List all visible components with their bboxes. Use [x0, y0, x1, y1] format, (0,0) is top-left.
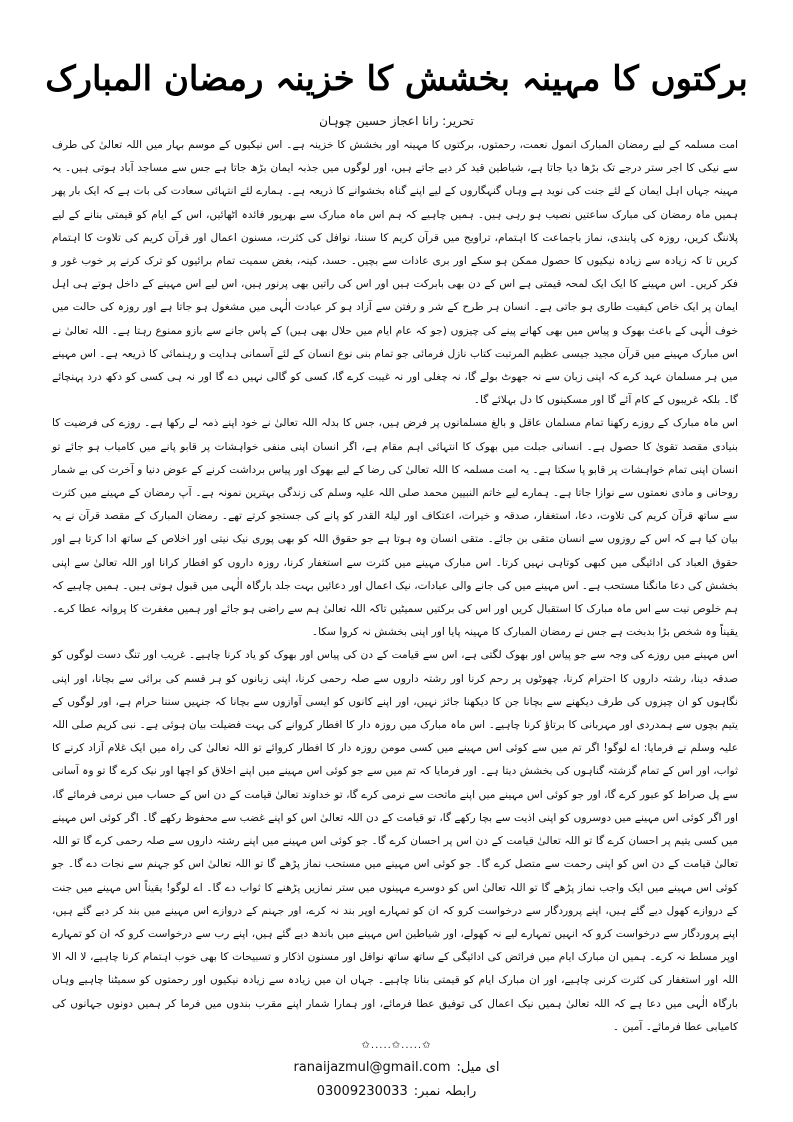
star-separator: ✩.....✩.....✩: [361, 1040, 432, 1051]
phone-value: 03009230033: [316, 1084, 408, 1099]
phone-row: [0, 1080, 793, 1104]
email-value: ranaijazmul@gmail.com: [293, 1060, 451, 1075]
paragraph: امت مسلمہ کے لیے رمضان المبارک انمول نعمت، رحمتوں، برکتوں کا مہینہ اور بخشش کا خزینہ ہے۔ اس نیکیوں کے موسم بہار میں اللہ تعالیٰ کی طرف سے نیکی کا اجر ستر درجے تک بڑھا دیا جاتا ہے، شیاطین قید کر دیے جاتے ہیں، اور لوگوں میں جذبہ ایمان بڑھ جاتا ہے جس سے مساجد آباد ہوتی ہیں۔ یہ مہینہ جہاں اہل ایمان کے لئے جنت کی نوید ہے وہاں گنہگاروں کے لیے اپنے گناہ بخشوانے کا ذریعہ ہے۔ ہمارے لئے انتہائی سعادت کی بات ہے کہ ایک بار پھر ہمیں ماہ رمضان کی مبارک ساعتیں نصیب ہو رہی ہیں۔ ہمیں چاہیے کہ ہم اس ماہ مبارک سے بھرپور فائدہ اٹھائیں، اس کے ایام کو قیمتی بنانے کے لیے پلاننگ کریں، روزہ کی پابندی، نماز باجماعت کا اہتمام، تراویح میں قرآن کریم کا سننا، نوافل کی کثرت، مسنون اعمال اور قرآن کریم کی تلاوت کا اہتمام کریں تا کہ زیادہ سے زیادہ نیکیوں کا حصول ممکن ہو سکے اور بری عادات سے بچیں۔ حسد، کینہ، بغض سمیت تمام برائیوں کو ترک کرنے پر خوب غور و فکر کریں۔ اس مہینے کا ایک ایک لمحہ قیمتی ہے اس کے دن بھی بابرکت ہیں اور اس کی راتیں بھی پرنور ہیں، اس لیے اس مہینے کے داخل ہوتے ہی اہل ایمان پر ایک خاص کیفیت طاری ہو جاتی ہے۔ انسان ہر طرح کے شر و رفتن سے آزاد ہو کر عبادت الٰہی میں مشغول ہو جاتا ہے اور روزہ کی حالت میں خوف الٰہی کے باعث بھوک و پیاس میں بھی کھانے پینے کی چیزوں (جو کہ عام ایام میں حلال بھی ہیں) کے پاس جانے سے بازو ممنوع رہتا ہے۔ اللہ تعالیٰ نے اس مبارک مہینے میں قرآن مجید جیسی عظیم المرتبت کتاب نازل فرمائی جو تمام بنی نوع انسان کے لئے آسمانی ہدایت و رہنمائی کا ذریعہ ہے۔ اس مہینے میں ہر مسلمان عہد کرے کہ اپنی زبان سے نہ جھوٹ بولے گا، نہ چغلی اور نہ غیبت کرے گا، کسی کو گالی نہیں دے گا اور نہ ہی کسی کو دکھ درد پہنچائے گا۔ بلکہ غریبوں کے کام آئے گا اور مسکینوں کا دل بہلائے گا۔: [52, 139, 738, 407]
author-byline: تحریر: رانا اعجاز حسین چوہان: [319, 114, 474, 128]
contact-block: [0, 1056, 793, 1104]
email-row: [0, 1056, 793, 1080]
phone-label: رابطہ نمبر:: [413, 1084, 477, 1099]
article-title: برکتوں کا مہینہ بخشش کا خزینہ رمضان المبارک: [45, 59, 748, 99]
paragraph: اس ماہ مبارک کے روزے رکھنا تمام مسلمان عاقل و بالغ مسلمانوں پر فرض ہیں، جس کا بدلہ اللہ تعالیٰ نے خود اپنے ذمہ لے رکھا ہے۔ روزے کی فرضیت کا بنیادی مقصد تقویٰ کا حصول ہے۔ انسانی جبلت میں بھوک کا انتہائی اہم مقام ہے، اگر انسان اپنی منفی خواہشات پر قابو پانے میں کامیاب ہو جائے تو انسان اپنی تمام خواہشات پر قابو پا سکتا ہے۔ یہ امت مسلمہ کا اللہ تعالیٰ کی رضا کے لیے بھوک اور پیاس برداشت کرنے کے عوض دنیا و آخرت کی بے شمار روحانی و مادی نعمتوں سے نوازا جاتا ہے۔ ہمارے لیے خاتم النبیین محمد صلی اللہ علیہ وسلم کی زندگی بہترین نمونہ ہے۔ آپ رمضان کے مہینے میں کثرت سے ساتھ قرآن کریم کی تلاوت، دعا، استغفار، صدقہ و خیرات، اعتکاف اور لیلۃ القدر کو پانے کی جستجو کرتے تھے۔ رمضان المبارک کے مقصد قرآن نے یہ بیان کیا ہے کہ اس کے روزوں سے انسان متقی بن جائے۔ متقی انسان وہ ہوتا ہے جو حقوق اللہ کو بھی پوری نیک نیتی اور اخلاص کے ساتھ ادا کرتا ہے اور حقوق العباد کی ادائیگی میں کبھی کوتاہی نہیں کرتا۔ اس مبارک مہینے میں کثرت سے استغفار کرنا، روزہ داروں کو افطار کرانا اور اللہ تعالیٰ سے اپنی بخشش کی دعا مانگنا مستحب ہے۔ اس مہینے میں کی جانے والی عبادات، نیک اعمال اور دعائیں بہت جلد بارگاہ الٰہی میں قبول ہوتی ہیں۔ ہمیں چاہیے کہ ہم خلوص نیت سے اس ماہ مبارک کا استقبال کریں اور اس کی برکتیں سمیٹیں تاکہ اللہ تعالیٰ ہم سے راضی ہو جائے اور ہمیں مغفرت کا پروانہ عطا کرے۔ یقیناً وہ شخص بڑا بدبخت ہے جس نے رمضان المبارک کا مہینہ پایا اور اپنی بخشش نہ کروا سکا۔: [52, 417, 738, 639]
article-body: [52, 134, 738, 1033]
paragraph: اس مہینے میں روزے کی وجہ سے جو پیاس اور بھوک لگتی ہے، اس سے قیامت کے دن کی پیاس اور بھوک کو یاد کرنا چاہیے۔ غریب اور تنگ دست لوگوں کو صدقہ دینا، رشتہ داروں کا احترام کرنا، چھوٹوں پر رحم کرنا اور رشتہ داروں سے صلہ رحمی کرنا، اپنی زبانوں کو ہر قسم کی برائی سے بچانا، اور اپنی نگاہوں کو ان چیزوں کی طرف دیکھنے سے بچانا جن کا دیکھنا جائز نہیں، اور اپنے کانوں کو ایسی آوازوں سے بچانا کہ جنہیں سننا حرام ہے، اور لوگوں کے یتیم بچوں سے ہمدردی اور مہربانی کا برتاؤ کرنا چاہیے۔ اس ماہ مبارک میں روزہ دار کا افطار کروانے کی بہت فضیلت بیان ہوئی ہے۔ نبی کریم صلی اللہ علیہ وسلم نے فرمایا: اے لوگو! اگر تم میں سے کوئی اس مہینے میں کسی مومن روزہ دار کا افطار کروائے تو اللہ تعالیٰ کی راہ میں ایک غلام آزاد کرنے کا ثواب، اور اس کے تمام گزشتہ گناہوں کی بخشش دیتا ہے۔ اور فرمایا کہ تم میں سے جو کوئی اس مہینے میں اپنے اخلاق کو اچھا اور نیک کرے گا تو وہ آسانی سے پل صراط کو عبور کرے گا، اور جو کوئی اس مہینے میں اپنے ماتحت سے نرمی کرے گا، تو خداوند تعالیٰ قیامت کے دن اس کے حساب میں نرمی فرمائے گا، اور اگر کوئی اس مہینے میں دوسروں کو اپنی اذیت سے بچا رکھے گا، تو قیامت کے دن اللہ تعالیٰ اس کو اپنے غضب سے محفوظ رکھے گا۔ اگر کوئی اس مہینے میں کسی یتیم پر احسان کرے گا تو اللہ تعالیٰ قیامت کے دن اس پر احسان کرے گا۔ جو کوئی اس مہینے میں اپنے رشتہ داروں سے صلہ رحمی کرے گا تو اللہ تعالیٰ قیامت کے دن اس کو اپنی رحمت سے متصل کرے گا۔ جو کوئی اس مہینے میں مستحب نماز پڑھے گا تو اللہ تعالیٰ اس کو جہنم سے نجات دے گا۔ جو کوئی اس مہینے میں ایک واجب نماز پڑھے گا تو اللہ تعالیٰ اس کو دوسرے مہینوں میں ستر نمازیں پڑھنے کا ثواب دے گا۔ اے لوگو! یقیناً اس مہینے میں جنت کے دروازے کھول دیے گئے ہیں، اپنے پروردگار سے درخواست کرو کہ ان کو تمہارے اوپر بند نہ کرے، اور جہنم کے دروازے اس مہینے میں بند کر دیے گئے ہیں، اپنے پروردگار سے درخواست کرو کہ انہیں تمہارے لیے نہ کھولے، اور شیاطین اس مہینے میں باندھ دیے گئے ہیں، اپنے رب سے درخواست کرو کہ ان کو تمہارے اوپر مسلط نہ کرے۔ ہمیں ان مبارک ایام میں فرائض کی ادائیگی کے ساتھ ساتھ نوافل اور مسنون اذکار و تسبیحات کا بھی خوب اہتمام کرنا چاہیے، لا الہ الا اللہ اور استغفار کی کثرت کرنی چاہیے، اور ان مبارک ایام کو قیمتی بنانا چاہیے۔ جہاں ان میں زیادہ سے زیادہ نیکیوں اور رحمتوں کو سمیٹنا چاہیے وہاں بارگاہ الٰہی میں دعا ہے کہ اللہ تعالیٰ ہمیں نیک اعمال کی توفیق عطا فرمائے، اور ہمارا شمار اپنے مقرب بندوں میں فرما کر ہمیں دونوں جہانوں کی کامیابی عطا فرمائے۔ آمین ۔: [52, 649, 738, 1033]
email-label: ای میل:: [456, 1060, 500, 1075]
